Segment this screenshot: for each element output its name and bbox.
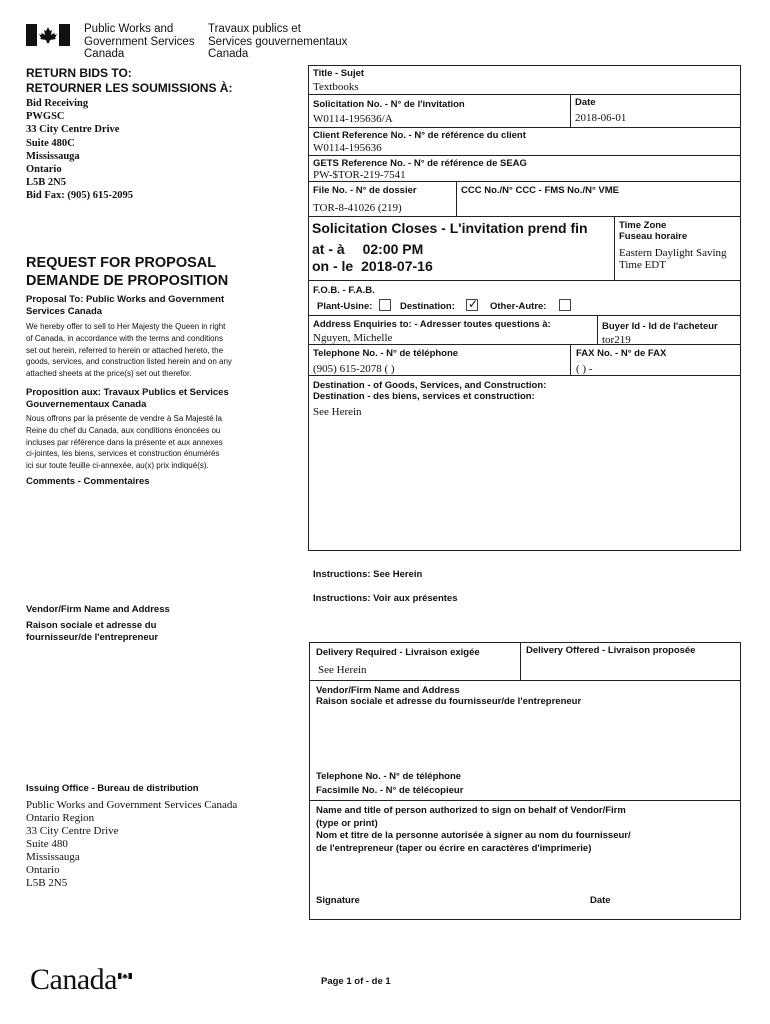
proposal-to-fr: Proposition aux: Travaux Publics et Services Gouvernementaux Canada <box>26 387 229 410</box>
ccc-label: CCC No./N° CCC - FMS No./N° VME <box>461 185 620 196</box>
time-zone-value: Eastern Daylight Saving Time EDT <box>619 247 727 271</box>
at-label: at - à <box>312 241 345 257</box>
canada-flag-icon <box>26 24 70 46</box>
client-ref-label: Client Reference No. - N° de référence du client <box>313 130 526 141</box>
plant-checkbox[interactable] <box>379 299 391 311</box>
on-label: on - le <box>312 258 354 274</box>
rfp-title: REQUEST FOR PROPOSAL DEMANDE DE PROPOSITION <box>26 255 229 289</box>
date-value: 2018-06-01 <box>575 112 627 124</box>
vendor-name-address-label[interactable]: Vendor/Firm Name and Address Raison sociale et adresse du fournisseur/de l'entrepreneur <box>316 685 582 707</box>
delivery-required-value: See Herein <box>318 664 367 676</box>
vendor-phone-fax-label[interactable]: Telephone No. - N° de téléphone Facsimile No. - N° de télécopieur <box>316 771 464 796</box>
delivery-required-label: Delivery Required - Livraison exigée <box>316 647 480 658</box>
destination-goods-label: Destination - of Goods, Services, and Construction: Destination - des biens, services et construction: <box>313 380 547 402</box>
canada-wordmark: Canada <box>30 963 117 996</box>
department-name-fr: Travaux publics et Services gouvernementaux Canada <box>208 23 348 60</box>
title-value: Textbooks <box>313 81 359 93</box>
close-date-value: 2018-07-16 <box>361 258 433 274</box>
address-enquiries-value: Nguyen, Michelle <box>313 332 393 344</box>
delivery-offered-label: Delivery Offered - Livraison proposée <box>526 645 696 656</box>
solicitation-label: Solicitation No. - N° de l'invitation <box>313 99 465 110</box>
issuing-office-label: Issuing Office - Bureau de distribution <box>26 783 199 794</box>
offer-text-fr: Nous offrons par la présente de vendre à Sa Majesté la Reine du chef du Canada, aux conditions énoncées ou incluses par référence dans la présente et aux annexes ci-jointes, les biens, services et construction énumérés ici sur toute feuille ci-annexée, au(x) prix indiqué(s). <box>26 414 223 471</box>
client-ref-value: W0114-195636 <box>313 142 382 154</box>
gets-ref-value: PW-$TOR-219-7541 <box>313 169 406 181</box>
issuing-office-address: Public Works and Government Services Canada Ontario Region 33 City Centre Drive Suite 480 Mississauga Ontario L5B 2N5 <box>26 799 238 889</box>
instructions-fr: Instructions: Voir aux présentes <box>313 593 458 604</box>
checkmark-icon: ✓ <box>468 297 479 311</box>
date-label: Date <box>575 97 596 108</box>
destination-checkbox[interactable] <box>466 299 478 311</box>
solicitation-closes-label: Solicitation Closes - L'invitation prend fin <box>312 220 588 236</box>
page-number: Page 1 of - de 1 <box>321 976 391 987</box>
close-time-value: 02:00 PM <box>362 241 424 257</box>
instructions-en: Instructions: See Herein <box>313 569 423 580</box>
phone-label: Telephone No. - N° de téléphone <box>313 348 459 359</box>
department-name-en: Public Works and Government Services Canada <box>84 23 195 60</box>
wordmark-flag-icon <box>118 966 132 972</box>
fob-label: F.O.B. - F.A.B. <box>313 285 375 296</box>
proposal-to-en: Proposal To: Public Works and Government Services Canada <box>26 294 225 317</box>
return-bids-address: Bid Receiving PWGSC 33 City Centre Drive Suite 480C Mississauga Ontario L5B 2N5 Bid Fax: (905) 615-2095 <box>26 98 134 202</box>
signature-label[interactable]: Signature <box>316 895 360 906</box>
phone-value: (905) 615-2078 ( ) <box>313 363 395 375</box>
close-on-row <box>312 258 433 274</box>
buyer-id-label: Buyer Id - Id de l'acheteur <box>602 321 718 332</box>
signature-date-label[interactable]: Date <box>590 895 611 906</box>
other-label: Other-Autre: <box>490 301 547 312</box>
close-at-row <box>312 241 423 257</box>
solicitation-value: W0114-195636/A <box>313 113 393 125</box>
address-enquiries-label: Address Enquiries to: - Adresser toutes questions à: <box>313 319 551 330</box>
fax-value: ( ) - <box>576 363 593 375</box>
file-no-label: File No. - N° de dossier <box>313 185 417 196</box>
fax-label: FAX No. - N° de FAX <box>576 348 667 359</box>
comments-label: Comments - Commentaires <box>26 476 150 487</box>
return-bids-title: RETURN BIDS TO: RETOURNER LES SOUMISSIONS À: <box>26 66 233 95</box>
destination-label: Destination: <box>400 301 455 312</box>
time-zone-label: Time Zone Fuseau horaire <box>619 220 688 242</box>
gets-ref-label: GETS Reference No. - N° de référence de SEAG <box>313 158 527 169</box>
file-no-value: TOR-8-41026 (219) <box>313 202 402 214</box>
other-checkbox[interactable] <box>559 299 571 311</box>
plant-label: Plant-Usine: <box>317 301 373 312</box>
authorized-signatory-label[interactable]: Name and title of person authorized to sign on behalf of Vendor/Firm (type or print) Nom et titre de la personne autorisée à signer au nom du fournisseur/ de l'entrepreneur (taper ou écrire en caractères d'imprimerie) <box>316 805 631 854</box>
title-label: Title - Sujet <box>313 68 365 79</box>
destination-goods-value: See Herein <box>313 406 362 418</box>
buyer-id-value: tor219 <box>602 334 631 346</box>
vendor-firm-label: Vendor/Firm Name and Address Raison sociale et adresse du fournisseur/de l'entrepreneur <box>26 604 170 643</box>
offer-text-en: We hereby offer to sell to Her Majesty the Queen in right of Canada, in accordance with the terms and conditions set out herein, referred to herein or attached hereto, the goods, services, and construction listed herein and on any attached sheets at the price(s) set out therefor. <box>26 322 232 379</box>
